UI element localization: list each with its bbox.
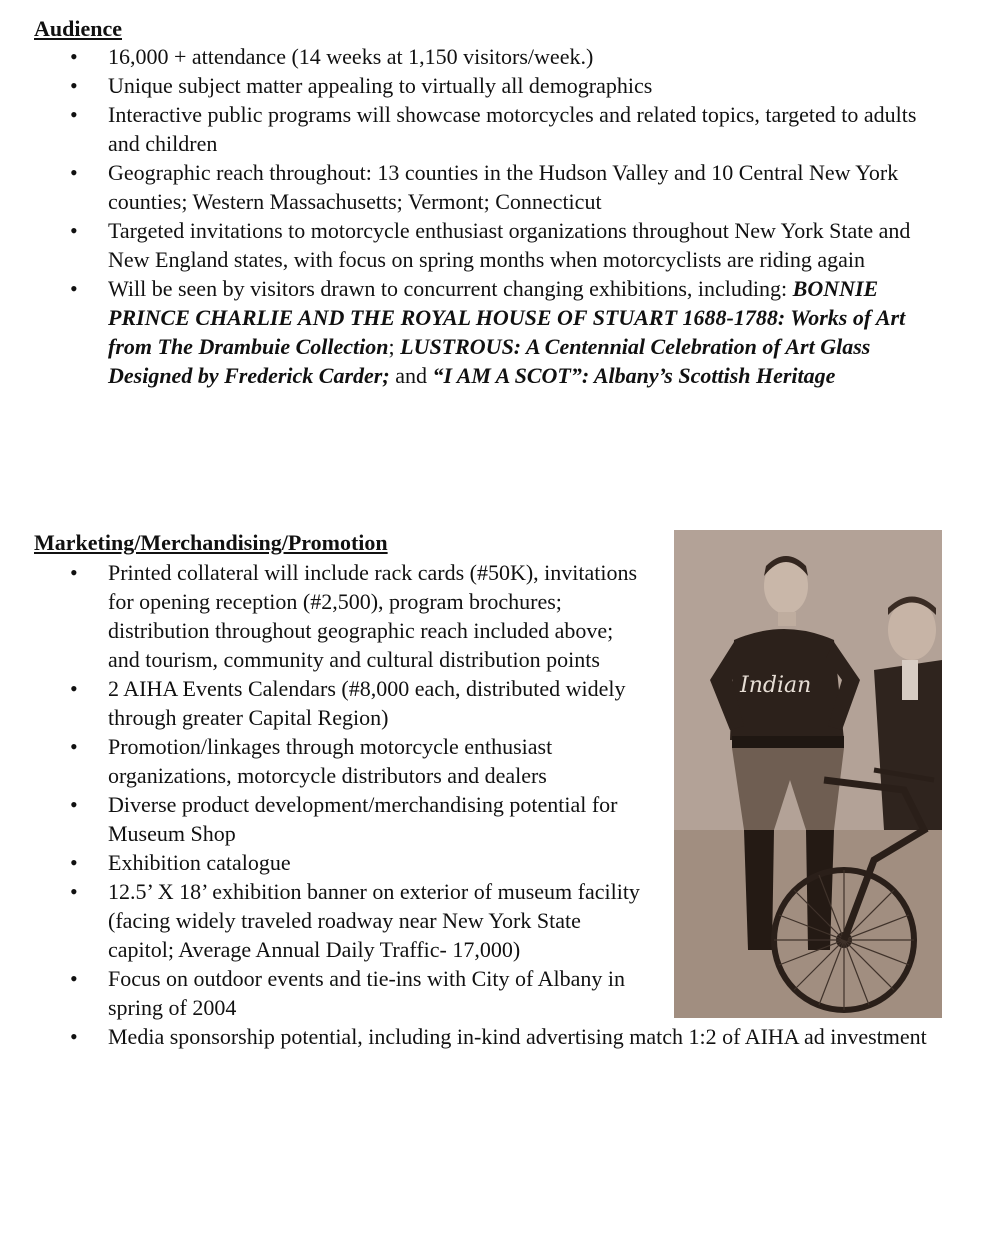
motorcyclist-illustration (674, 530, 942, 1018)
list-item: • Unique subject matter appealing to virtually all demographics (0, 71, 945, 100)
list-item: • Exhibition catalogue (0, 848, 648, 877)
list-item: • Diverse product development/merchandising potential for Museum Shop (0, 790, 648, 848)
list-item: • Media sponsorship potential, including in-kind advertising match 1:2 of AIHA ad investment (0, 1022, 945, 1051)
list-item: • 12.5’ X 18’ exhibition banner on exterior of museum facility (facing widely traveled roadway near New York State capitol; Average Annual Daily Traffic- 17,000) (0, 877, 648, 964)
list-item-exhibitions (0, 274, 945, 390)
list-item: • Promotion/linkages through motorcycle enthusiast organizations, motorcycle distributors and dealers (0, 732, 648, 790)
exhibition-title-scot: “I AM A SCOT”: Albany’s Scottish Heritage (432, 363, 836, 388)
second-man-collar (902, 660, 918, 700)
marketing-heading: Marketing/Merchandising/Promotion (34, 530, 388, 555)
list-item: • 16,000 + attendance (14 weeks at 1,150 visitors/week.) (0, 42, 945, 71)
audience-heading: Audience (34, 16, 122, 41)
exhibition-separator: and (389, 363, 433, 388)
list-item: • Printed collateral will include rack cards (#50K), invitations for opening reception (#2,500), program brochures; distribution throughout geographic reach included above; and tourism, community and cultural distribution points (0, 558, 648, 674)
motorcyclist-photo (674, 530, 942, 1018)
list-item: • Interactive public programs will showcase motorcycles and related topics, targeted to adults and children (0, 100, 945, 158)
rider-left-boot (744, 830, 774, 950)
audience-list (0, 42, 945, 390)
rider-neck (778, 612, 796, 626)
list-item: • 2 AIHA Events Calendars (#8,000 each, distributed widely through greater Capital Region) (0, 674, 648, 732)
jersey-lettering: Indian (740, 673, 812, 698)
rider-right-boot (806, 830, 834, 950)
list-item: • Geographic reach throughout: 13 counties in the Hudson Valley and 10 Central New York counties; Western Massachusetts; Vermont; Connecticut (0, 158, 945, 216)
list-item: • Targeted invitations to motorcycle enthusiast organizations throughout New York State and New England states, with focus on spring months when motorcyclists are riding again (0, 216, 945, 274)
rider-belt (732, 736, 844, 748)
second-man-head (888, 600, 936, 660)
exhibition-separator: ; (388, 334, 401, 359)
list-item: • Focus on outdoor events and tie-ins with City of Albany in spring of 2004 (0, 964, 648, 1022)
exhibition-title-stuart: BONNIE PRINCE CHARLIE AND THE ROYAL HOUSE OF STUART 1688-1788: Works of Art from The Drambuie Collection (108, 276, 906, 359)
exhibition-title-lustrous: LUSTROUS: A Centennial Celebration of Art Glass Designed by Frederick Carder; (108, 334, 871, 388)
exhibitions-intro: Will be seen by visitors drawn to concurrent changing exhibitions, including: (108, 276, 788, 301)
